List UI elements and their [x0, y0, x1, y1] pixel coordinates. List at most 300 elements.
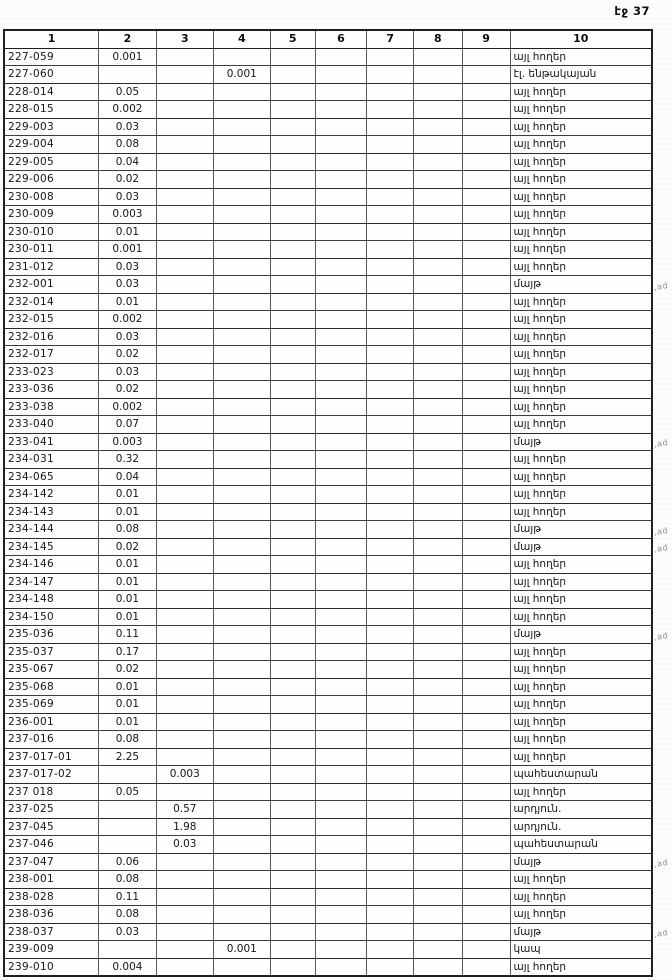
land-use-cell: այլ հողեր — [510, 486, 652, 504]
area-value-cell — [213, 416, 270, 434]
area-value-cell — [213, 591, 270, 609]
table-row — [4, 661, 652, 679]
parcel-code-cell: 237-025 — [4, 801, 99, 819]
area-value-cell: 0.04 — [99, 468, 157, 486]
area-value-cell — [156, 188, 213, 206]
area-value-cell — [213, 48, 270, 66]
area-value-cell — [156, 363, 213, 381]
area-value-cell — [367, 311, 414, 329]
area-value-cell — [156, 538, 213, 556]
area-value-cell — [270, 748, 315, 766]
parcel-code-cell: 232-014 — [4, 293, 99, 311]
column-header-2: 2 — [99, 30, 157, 48]
area-value-cell — [270, 433, 315, 451]
area-value-cell — [413, 591, 462, 609]
area-value-cell — [462, 783, 510, 801]
area-value-cell — [315, 136, 367, 154]
area-value-cell — [413, 83, 462, 101]
area-value-cell — [213, 521, 270, 539]
area-value-cell — [367, 486, 414, 504]
area-value-cell — [270, 731, 315, 749]
table-row — [4, 556, 652, 574]
area-value-cell — [270, 521, 315, 539]
parcel-code-cell: 229-006 — [4, 171, 99, 189]
table-row — [4, 871, 652, 889]
area-value-cell — [213, 696, 270, 714]
parcel-code-cell: 237-017-01 — [4, 748, 99, 766]
land-use-cell: այլ հողեր — [510, 608, 652, 626]
area-value-cell — [213, 538, 270, 556]
column-header-3: 3 — [156, 30, 213, 48]
area-value-cell — [156, 153, 213, 171]
area-value-cell: 0.08 — [99, 906, 157, 924]
area-value-cell — [213, 678, 270, 696]
parcel-code-cell: 228-015 — [4, 101, 99, 119]
area-value-cell — [156, 731, 213, 749]
area-value-cell — [213, 608, 270, 626]
area-value-cell — [462, 591, 510, 609]
area-value-cell — [462, 48, 510, 66]
table-row — [4, 416, 652, 434]
area-value-cell — [413, 398, 462, 416]
parcel-code-cell: 232-001 — [4, 276, 99, 294]
area-value-cell — [367, 346, 414, 364]
land-use-cell: այլ հողեր — [510, 153, 652, 171]
area-value-cell — [270, 766, 315, 784]
area-value-cell — [156, 433, 213, 451]
area-value-cell — [99, 66, 157, 84]
area-value-cell — [315, 48, 367, 66]
area-value-cell — [213, 556, 270, 574]
area-value-cell — [156, 66, 213, 84]
table-row — [4, 923, 652, 941]
area-value-cell — [315, 538, 367, 556]
area-value-cell — [462, 328, 510, 346]
area-value-cell — [367, 801, 414, 819]
area-value-cell — [315, 293, 367, 311]
area-value-cell — [367, 941, 414, 959]
area-value-cell: 0.01 — [99, 573, 157, 591]
area-value-cell — [462, 398, 510, 416]
area-value-cell — [270, 293, 315, 311]
area-value-cell — [367, 66, 414, 84]
parcel-code-cell: 233-038 — [4, 398, 99, 416]
area-value-cell — [315, 188, 367, 206]
area-value-cell — [367, 538, 414, 556]
area-value-cell — [315, 818, 367, 836]
area-value-cell — [462, 696, 510, 714]
land-use-cell: այլ հողեր — [510, 871, 652, 889]
area-value-cell — [315, 766, 367, 784]
land-use-cell: արդյուն. — [510, 818, 652, 836]
area-value-cell: 0.08 — [99, 136, 157, 154]
area-value-cell — [213, 381, 270, 399]
land-use-cell: այլ հողեր — [510, 661, 652, 679]
margin-pencil-mark: ,ad — [653, 437, 669, 450]
land-use-cell: պահեստարան — [510, 766, 652, 784]
area-value-cell — [462, 171, 510, 189]
area-value-cell: 0.03 — [99, 923, 157, 941]
area-value-cell — [315, 836, 367, 854]
land-use-cell: այլ հողեր — [510, 906, 652, 924]
area-value-cell — [270, 363, 315, 381]
area-value-cell — [367, 678, 414, 696]
area-value-cell — [270, 48, 315, 66]
table-row — [4, 731, 652, 749]
area-value-cell — [462, 818, 510, 836]
area-value-cell — [156, 906, 213, 924]
land-use-cell: այլ հողեր — [510, 136, 652, 154]
area-value-cell — [213, 293, 270, 311]
land-use-cell: այլ հողեր — [510, 293, 652, 311]
area-value-cell — [213, 241, 270, 259]
area-value-cell — [462, 626, 510, 644]
area-value-cell: 0.17 — [99, 643, 157, 661]
area-value-cell — [270, 311, 315, 329]
area-value-cell — [315, 311, 367, 329]
land-use-cell: այլ հողեր — [510, 206, 652, 224]
area-value-cell — [156, 941, 213, 959]
area-value-cell — [156, 468, 213, 486]
area-value-cell — [213, 783, 270, 801]
parcel-code-cell: 235-069 — [4, 696, 99, 714]
area-value-cell — [462, 888, 510, 906]
area-value-cell — [315, 258, 367, 276]
area-value-cell — [156, 346, 213, 364]
area-value-cell — [270, 171, 315, 189]
area-value-cell — [367, 556, 414, 574]
area-value-cell — [413, 643, 462, 661]
area-value-cell — [413, 241, 462, 259]
area-value-cell — [462, 276, 510, 294]
parcel-code-cell: 237-047 — [4, 853, 99, 871]
area-value-cell — [413, 503, 462, 521]
area-value-cell — [367, 503, 414, 521]
parcel-code-cell: 238-036 — [4, 906, 99, 924]
area-value-cell — [367, 136, 414, 154]
area-value-cell — [367, 398, 414, 416]
area-value-cell — [315, 171, 367, 189]
area-value-cell: 0.11 — [99, 888, 157, 906]
parcel-code-cell: 229-004 — [4, 136, 99, 154]
area-value-cell — [156, 556, 213, 574]
area-value-cell — [462, 223, 510, 241]
area-value-cell — [156, 888, 213, 906]
area-value-cell — [413, 836, 462, 854]
area-value-cell — [99, 766, 157, 784]
area-value-cell: 0.01 — [99, 556, 157, 574]
area-value-cell: 0.01 — [99, 713, 157, 731]
area-value-cell — [270, 328, 315, 346]
table-row — [4, 311, 652, 329]
area-value-cell — [367, 591, 414, 609]
area-value-cell — [270, 626, 315, 644]
table-row — [4, 888, 652, 906]
area-value-cell — [413, 171, 462, 189]
table-row — [4, 346, 652, 364]
area-value-cell — [270, 678, 315, 696]
land-use-cell: մայթ — [510, 626, 652, 644]
area-value-cell: 0.002 — [99, 398, 157, 416]
table-row — [4, 678, 652, 696]
land-use-cell: այլ հողեր — [510, 328, 652, 346]
area-value-cell — [156, 608, 213, 626]
area-value-cell — [270, 836, 315, 854]
area-value-cell — [213, 328, 270, 346]
area-value-cell — [367, 293, 414, 311]
area-value-cell: 0.01 — [99, 696, 157, 714]
area-value-cell — [156, 328, 213, 346]
table-row — [4, 48, 652, 66]
parcel-code-cell: 227-059 — [4, 48, 99, 66]
parcel-code-cell: 230-011 — [4, 241, 99, 259]
area-value-cell — [462, 381, 510, 399]
area-value-cell — [315, 643, 367, 661]
table-row — [4, 451, 652, 469]
land-use-cell: մայթ — [510, 538, 652, 556]
area-value-cell — [270, 591, 315, 609]
area-value-cell: 0.003 — [99, 206, 157, 224]
area-value-cell — [315, 801, 367, 819]
area-value-cell — [315, 276, 367, 294]
land-use-cell: այլ հողեր — [510, 888, 652, 906]
area-value-cell — [462, 906, 510, 924]
area-value-cell — [315, 433, 367, 451]
area-value-cell — [413, 258, 462, 276]
area-value-cell — [413, 538, 462, 556]
table-row — [4, 363, 652, 381]
area-value-cell — [462, 521, 510, 539]
area-value-cell — [213, 118, 270, 136]
area-value-cell — [315, 888, 367, 906]
area-value-cell — [462, 661, 510, 679]
area-value-cell — [213, 188, 270, 206]
area-value-cell — [367, 258, 414, 276]
land-use-cell: այլ հողեր — [510, 118, 652, 136]
area-value-cell — [99, 941, 157, 959]
area-value-cell — [315, 923, 367, 941]
area-value-cell — [315, 713, 367, 731]
land-use-cell: այլ հողեր — [510, 643, 652, 661]
area-value-cell — [367, 468, 414, 486]
area-value-cell — [270, 608, 315, 626]
area-value-cell — [270, 643, 315, 661]
area-value-cell — [367, 118, 414, 136]
area-value-cell — [413, 608, 462, 626]
area-value-cell — [213, 503, 270, 521]
parcel-code-cell: 232-016 — [4, 328, 99, 346]
area-value-cell — [462, 241, 510, 259]
area-value-cell — [462, 503, 510, 521]
area-value-cell: 0.002 — [99, 311, 157, 329]
area-value-cell — [315, 486, 367, 504]
area-value-cell — [367, 608, 414, 626]
table-row — [4, 66, 652, 84]
parcel-code-cell: 230-010 — [4, 223, 99, 241]
land-use-cell: այլ հողեր — [510, 678, 652, 696]
parcel-code-cell: 237-046 — [4, 836, 99, 854]
land-use-cell: այլ հողեր — [510, 731, 652, 749]
area-value-cell — [270, 818, 315, 836]
area-value-cell — [413, 888, 462, 906]
area-value-cell — [413, 871, 462, 889]
land-use-cell: այլ հողեր — [510, 556, 652, 574]
area-value-cell: 0.07 — [99, 416, 157, 434]
area-value-cell: 0.08 — [99, 521, 157, 539]
area-value-cell: 0.05 — [99, 783, 157, 801]
area-value-cell — [413, 153, 462, 171]
area-value-cell — [213, 276, 270, 294]
area-value-cell — [462, 643, 510, 661]
area-value-cell — [315, 468, 367, 486]
area-value-cell — [413, 206, 462, 224]
area-value-cell — [315, 416, 367, 434]
area-value-cell: 0.57 — [156, 801, 213, 819]
area-value-cell — [270, 573, 315, 591]
table-row — [4, 696, 652, 714]
area-value-cell — [315, 608, 367, 626]
area-value-cell — [462, 923, 510, 941]
area-value-cell — [156, 871, 213, 889]
parcel-code-cell: 237-045 — [4, 818, 99, 836]
parcel-code-cell: 238-028 — [4, 888, 99, 906]
area-value-cell — [413, 223, 462, 241]
area-value-cell — [156, 206, 213, 224]
area-value-cell — [462, 468, 510, 486]
area-value-cell — [270, 381, 315, 399]
area-value-cell — [315, 101, 367, 119]
parcel-code-cell: 233-041 — [4, 433, 99, 451]
area-value-cell: 0.32 — [99, 451, 157, 469]
area-value-cell — [462, 83, 510, 101]
area-value-cell — [413, 626, 462, 644]
area-value-cell — [462, 118, 510, 136]
area-value-cell — [270, 416, 315, 434]
area-value-cell — [156, 783, 213, 801]
area-value-cell — [367, 223, 414, 241]
area-value-cell — [270, 941, 315, 959]
area-value-cell — [315, 958, 367, 976]
column-header-7: 7 — [367, 30, 414, 48]
area-value-cell — [270, 503, 315, 521]
area-value-cell — [413, 731, 462, 749]
area-value-cell — [156, 696, 213, 714]
land-use-cell: կապ — [510, 941, 652, 959]
land-use-cell: այլ հողեր — [510, 363, 652, 381]
area-value-cell — [462, 608, 510, 626]
margin-pencil-mark: ,ad — [653, 280, 669, 293]
area-value-cell — [413, 328, 462, 346]
land-use-cell: այլ հողեր — [510, 223, 652, 241]
area-value-cell — [156, 643, 213, 661]
area-value-cell — [367, 836, 414, 854]
area-value-cell — [367, 906, 414, 924]
table-row — [4, 101, 652, 119]
area-value-cell — [213, 906, 270, 924]
area-value-cell — [315, 783, 367, 801]
table-row — [4, 766, 652, 784]
area-value-cell — [367, 83, 414, 101]
area-value-cell — [367, 888, 414, 906]
area-value-cell — [462, 556, 510, 574]
area-value-cell — [413, 381, 462, 399]
table-row — [4, 783, 652, 801]
column-header-8: 8 — [413, 30, 462, 48]
area-value-cell — [270, 958, 315, 976]
area-value-cell — [413, 766, 462, 784]
area-value-cell — [413, 941, 462, 959]
area-value-cell — [315, 66, 367, 84]
area-value-cell — [462, 941, 510, 959]
table-row — [4, 591, 652, 609]
table-row — [4, 328, 652, 346]
area-value-cell — [270, 118, 315, 136]
area-value-cell — [156, 398, 213, 416]
area-value-cell — [213, 748, 270, 766]
table-row — [4, 818, 652, 836]
area-value-cell — [156, 136, 213, 154]
area-value-cell — [99, 836, 157, 854]
area-value-cell — [156, 118, 213, 136]
area-value-cell — [413, 66, 462, 84]
margin-pencil-mark: ,ad — [653, 927, 669, 940]
land-use-cell: մայթ — [510, 433, 652, 451]
land-use-cell: այլ հողեր — [510, 573, 652, 591]
area-value-cell: 0.02 — [99, 171, 157, 189]
parcel-code-cell: 239-009 — [4, 941, 99, 959]
parcel-code-cell: 235-067 — [4, 661, 99, 679]
land-use-cell: այլ հողեր — [510, 451, 652, 469]
land-use-cell: մայթ — [510, 521, 652, 539]
area-value-cell — [270, 696, 315, 714]
parcel-code-cell: 234-150 — [4, 608, 99, 626]
area-value-cell — [315, 661, 367, 679]
area-value-cell — [367, 661, 414, 679]
area-value-cell: 0.01 — [99, 486, 157, 504]
area-value-cell — [270, 853, 315, 871]
area-value-cell — [213, 888, 270, 906]
area-value-cell — [270, 801, 315, 819]
area-value-cell — [413, 311, 462, 329]
parcel-code-cell: 234-147 — [4, 573, 99, 591]
area-value-cell — [462, 258, 510, 276]
area-value-cell — [413, 696, 462, 714]
parcel-code-cell: 231-012 — [4, 258, 99, 276]
area-value-cell — [213, 573, 270, 591]
area-value-cell — [213, 398, 270, 416]
parcel-code-cell: 238-037 — [4, 923, 99, 941]
table-row — [4, 486, 652, 504]
area-value-cell — [367, 381, 414, 399]
land-use-cell: այլ հողեր — [510, 381, 652, 399]
area-value-cell — [462, 451, 510, 469]
area-value-cell — [156, 241, 213, 259]
table-row — [4, 468, 652, 486]
area-value-cell — [213, 871, 270, 889]
area-value-cell — [156, 293, 213, 311]
area-value-cell — [462, 766, 510, 784]
parcel-code-cell: 234-031 — [4, 451, 99, 469]
area-value-cell — [99, 818, 157, 836]
column-header-6: 6 — [315, 30, 367, 48]
area-value-cell — [213, 801, 270, 819]
area-value-cell — [462, 293, 510, 311]
area-value-cell — [156, 101, 213, 119]
area-value-cell — [213, 258, 270, 276]
land-use-cell: այլ հողեր — [510, 696, 652, 714]
area-value-cell — [315, 871, 367, 889]
area-value-cell: 0.001 — [213, 66, 270, 84]
